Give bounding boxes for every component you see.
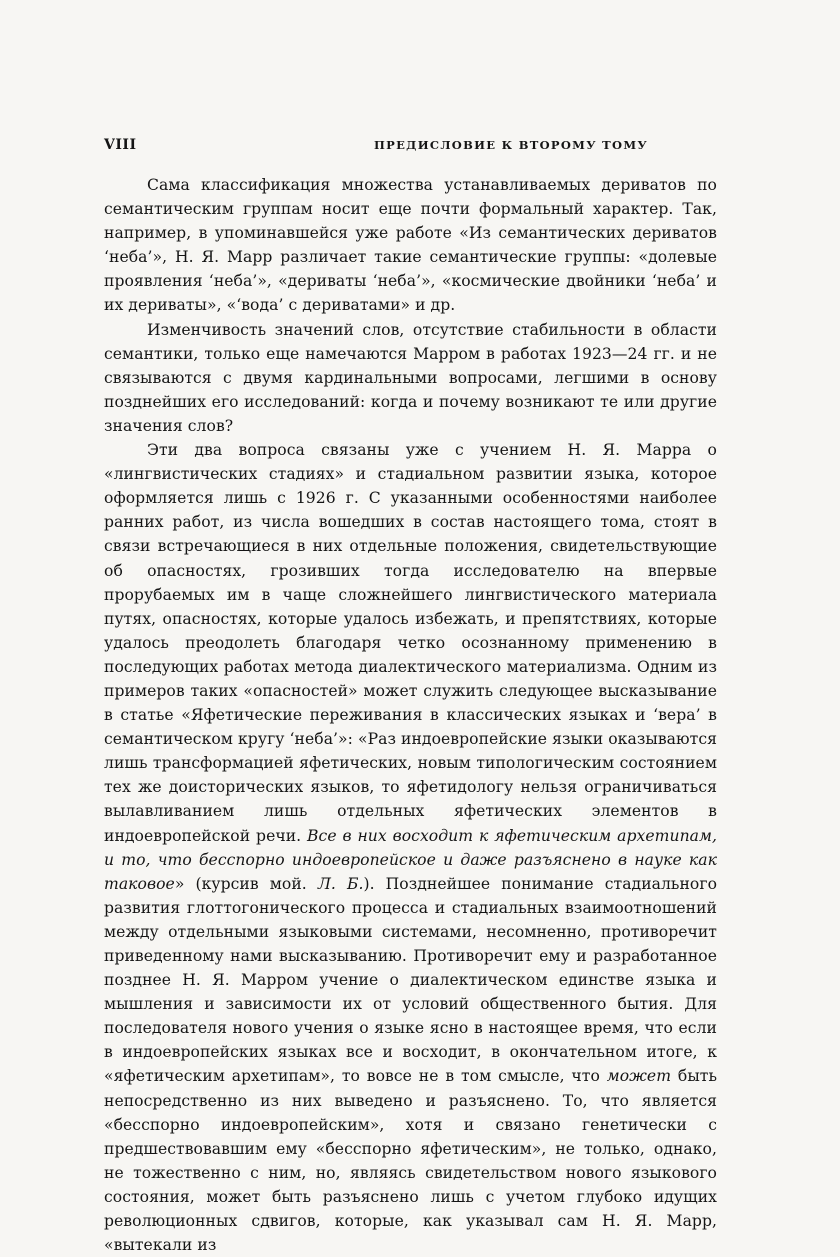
page-header (104, 137, 718, 155)
paragraph-3 (104, 438, 717, 1257)
paragraph-1: Сама классификация множества устанавливаемых дериватов по семантическим группам носит еще почти формальный характер. Так, например, в упоминавшейся уже работе «Из семантических дериватов ‘неба’», Н. Я. Марр различает такие семантические группы: «долевые проявления ‘неба’», «дериваты ‘неба’», «космические двойники ‘неба’ и их дериваты», «‘вода’ с дериватами» и др. (104, 176, 717, 315)
paragraph-3-text-after: » (курсив мой. (174, 874, 318, 893)
paragraph-2: Изменчивость значений слов, отсутствие стабильности в области семантики, только еще намечаются Марром в работах 1923—24 гг. и не связываются с двумя кардинальными вопросами, легшими в основу позднейших его исследований: когда и почему возникают те или другие значения слов? (104, 320, 717, 435)
paragraph-3-text-closing-2: быть непосредственно из них выведено и разъяснено. То, что является «бесспорно индоевропейским», хотя и связано генетически с предшествовавшим ему «бесспорно яфетическим», не только, однако, не тожественно с ним, но, являясь свидетельством нового языкового состояния, может быть разъяснено лишь с учетом глубоко идущих революционных сдвигов, которые, как указывал сам Н. Я. Марр, «вытекали из (104, 1067, 717, 1255)
paragraph-3-text-closing: ). Позднейшее понимание стадиального развития глоттогонического процесса и стадиальных взаимоотношений между отдельными языковыми системами, несомненно, противоречит приведенному нами высказыванию. Противоречит ему и разработанное позднее Н. Я. Марром учение о диалектическом единстве языка и мышления и зависимости их от условий общественного бытия. Для последователя нового учения о языке ясно в настоящее время, что если в индоевропейских языках все и восходит, в окончательном итоге, к «яфетическим архетипам», то вовсе не в том смысле, что (104, 874, 718, 1086)
body-text (104, 173, 717, 1257)
page-number: VIII (104, 137, 137, 153)
paragraph-3-text-before: Эти два вопроса связаны уже с учением Н. Я. Марра о «лингвистических стадиях» и стадиальном развитии языка, которое оформляется лишь с 1926 г. С указанными особенностями наиболее ранних работ, из числа вошедших в состав настоящего тома, стоят в связи встречающиеся в них отдельные положения, свидетельствующие об опасностях, грозивших тогда исследователю на впервые прорубаемых им в чаще сложнейшего лингвистического материала путях, опасностях, которые удалось избежать, и препятствиях, которые удалось преодолеть благодаря четко осознанному применению в последующих работах метода диалектического материализма. Одним из примеров таких «опасностей» может служить следующее высказывание в статье «Яфетические переживания в классических языках и ‘вера’ в семантическом кругу ‘неба’»: «Раз индоевропейские языки оказываются лишь трансформацией яфетических, новым типологическим состоянием тех же доисторических языков, то яфетидологу нельзя ограничиваться вылавливанием лишь отдельных яфетических элементов в индоевропейской речи. (104, 441, 717, 845)
italic-quote: Все в них восходит к яфетическим архетипам, и то, что бесспорно индоевропейское и даже разъяснено в науке как таковое (104, 826, 717, 893)
running-head: ПРЕДИСЛОВИЕ К ВТОРОМУ ТОМУ (374, 138, 648, 152)
italic-word: может (606, 1067, 672, 1086)
author-initials: Л. Б. (317, 874, 364, 893)
